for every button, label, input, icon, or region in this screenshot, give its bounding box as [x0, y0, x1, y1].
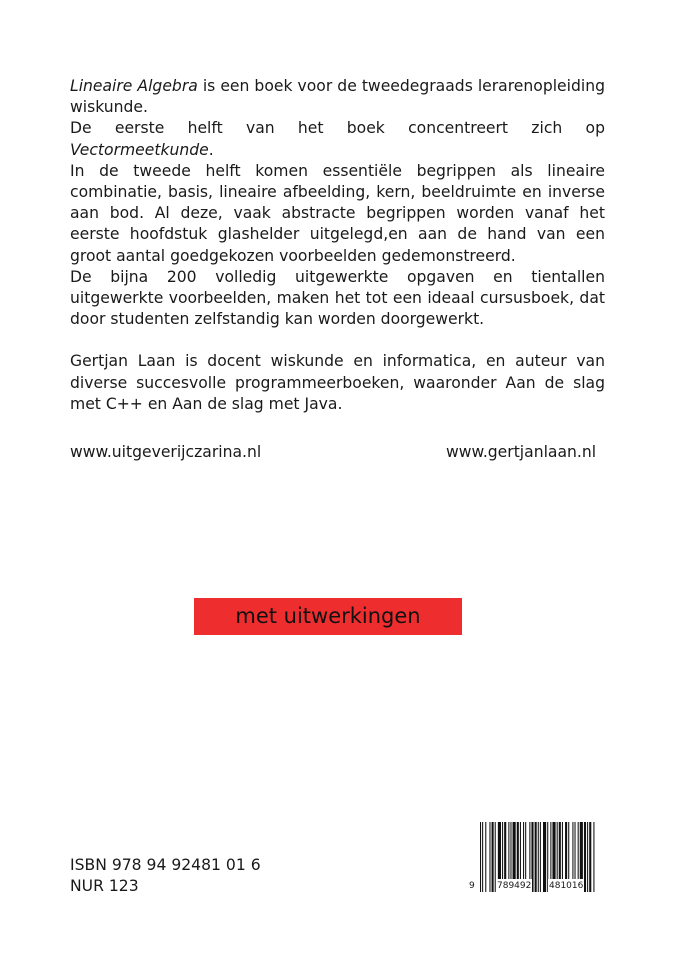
barcode-digits [469, 879, 602, 893]
blurb-paragraph-second-half: In de tweede helft komen essentiële begrippen als lineaire combinatie, basis, lineaire afbeelding, kern, beeldruimte en inverse aan bod. Al deze, vaak abstracte begrippen worden vanaf het eerste hoofdstuk glashelder uitgelegd,en aan de hand van een groot aantal goedgekozen voorbeelden gedemonstreerd. [70, 161, 605, 265]
blurb-first-half-text: De eerste helft van het boek concentreert zich op [70, 119, 605, 138]
solutions-banner: met uitwerkingen [194, 598, 462, 635]
barcode-digits-left: 789492 [497, 881, 532, 891]
barcode-digits-right: 481016 [549, 881, 584, 891]
blurb-text [70, 76, 605, 415]
barcode [469, 822, 602, 902]
blurb-paragraph-intro [70, 76, 605, 118]
publisher-url: www.uitgeverijczarina.nl [70, 443, 262, 461]
blurb-period: . [208, 140, 214, 159]
isbn-block [70, 855, 261, 897]
blurb-paragraph-exercises: De bijna 200 volledig uitgewerkte opgaven en tientallen uitgewerkte voorbeelden, maken het tot een ideaal cursusboek, dat door studenten zelfstandig kan worden doorgewerkt. [70, 267, 605, 329]
blurb-intro-rest: is een boek voor de tweedegraads lerarenopleiding wiskunde. [70, 77, 605, 117]
author-url: www.gertjanlaan.nl [446, 443, 597, 461]
author-bio: Gertjan Laan is docent wiskunde en informatica, en auteur van diverse succesvolle programmeerboeken, waaronder Aan de slag met C++ en Aan de slag met Java. [70, 352, 605, 413]
barcode-digit-first: 9 [469, 881, 475, 891]
topic-vectormeetkunde: Vectormeetkunde [70, 140, 209, 159]
nur-code: NUR 123 [70, 877, 139, 895]
book-title: Lineaire Algebra [70, 77, 198, 95]
isbn-number: ISBN 978 94 92481 01 6 [70, 856, 261, 874]
blurb-paragraph-first-half [70, 118, 605, 160]
